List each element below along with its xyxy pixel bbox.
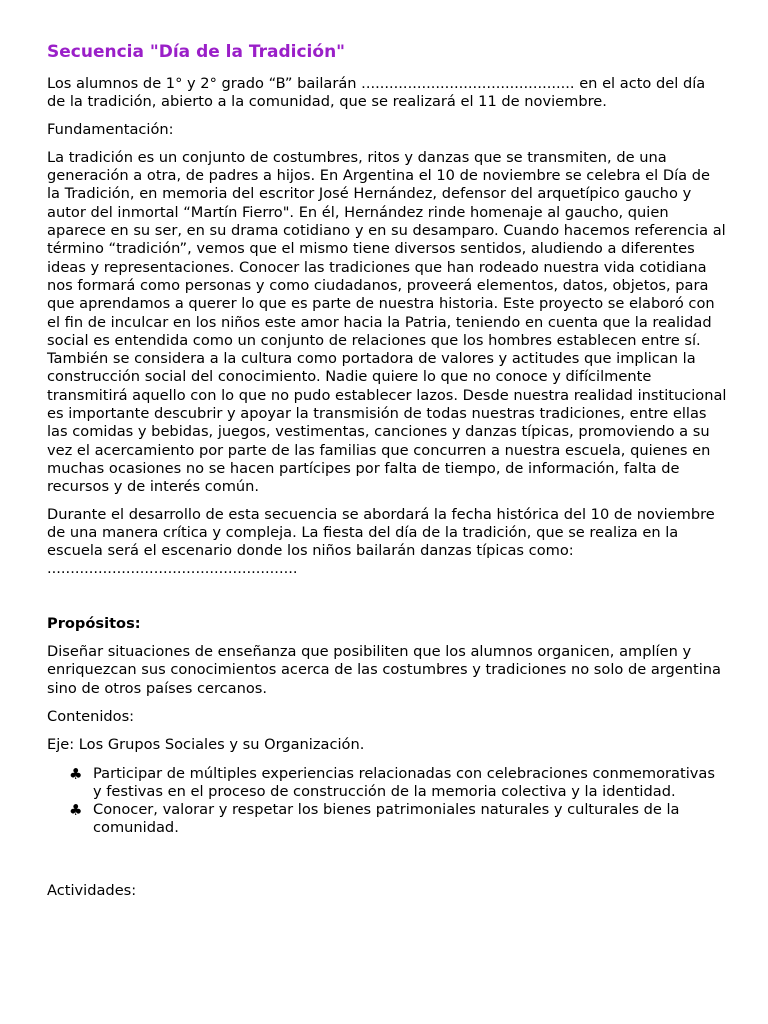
- club-bullet-icon: ♣: [69, 801, 83, 820]
- document-title: Secuencia "Día de la Tradición": [47, 42, 346, 62]
- fundamentacion-paragraph: La tradición es un conjunto de costumbres, ritos y danzas que se transmiten, de una generación a otra, de padres a hijos. En Argentina el 10 de noviembre se celebra el Día de la Tradición, en memoria del escritor José Hernández, defensor del arquetípico gaucho y autor del inmortal “Martín Fierro". En él, Hernández rinde homenaje al gaucho, quien aparece en su ser, en su drama cotidiano y en su desamparo. Cuando hacemos referencia al término “tradición”, vemos que el mismo tiene diversos sentidos, aludiendo a diferentes ideas y representaciones. Conocer las tradiciones que han rodeado nuestra vida cotidiana nos formará como personas y como ciudadanos, proveerá elementos, datos, objetos, para que aprendamos a querer lo que es parte de nuestra historia. Este proyecto se elaboró con el fin de inculcar en los niños este amor hacia la Patria, teniendo en cuenta que la realidad social es entendida como un conjunto de relaciones que los hombres establecen entre sí. También se considera a la cultura como portadora de valores y actitudes que implican la construcción social del conocimiento. Nadie quiere lo que no conoce y difícilmente transmitirá aquello con lo que no pudo establecer lazos. Desde nuestra realidad institucional es importante descubrir y apoyar la transmisión de todas nuestras tradiciones, entre ellas las comidas y bebidas, juegos, vestimentas, canciones y danzas típicas, promoviendo a su vez el acercamiento por parte de las familias que concurren a nuestra escuela, quienes en muchas ocasiones no se hacen partícipes por falta de tiempo, de información, falta de recursos y de interés común.: [47, 148, 727, 496]
- contenidos-heading: Contenidos:: [47, 707, 135, 725]
- club-bullet-icon: ♣: [69, 764, 83, 783]
- list-item-text: Participar de múltiples experiencias relacionadas con celebraciones conmemorativas y festivas en el proceso de construcción de la memoria colectiva y la identidad.: [93, 764, 715, 800]
- document-page: [47, 40, 727, 910]
- eje-line: Eje: Los Grupos Sociales y su Organización.: [47, 736, 365, 754]
- propositos-paragraph: Diseñar situaciones de enseñanza que posibiliten que los alumnos organicen, amplíen y enriquezcan sus conocimientos acerca de las costumbres y tradiciones no solo de argentina sino de otros países cercanos.: [47, 643, 721, 697]
- list-item-text: Conocer, valorar y respetar los bienes patrimoniales naturales y culturales de la comunidad.: [93, 801, 680, 837]
- actividades-heading: Actividades:: [47, 881, 137, 899]
- intro-paragraph: Los alumnos de 1° y 2° grado “B” bailarán .............................................. en el acto del día de la tradición, abierto a la comunidad, que se realizará el 11 de noviembre.: [47, 75, 706, 111]
- list-item: [47, 765, 727, 802]
- list-item: [47, 801, 727, 838]
- fundamentacion-heading: Fundamentación:: [47, 120, 174, 138]
- contenidos-list: [47, 765, 727, 838]
- propositos-heading: Propósitos:: [47, 614, 141, 632]
- desarrollo-paragraph: Durante el desarrollo de esta secuencia se abordará la fecha histórica del 10 de noviembre de una manera crítica y compleja. La fiesta del día de la tradición, que se realiza en la escuela será el escenario donde los niños bailarán danzas típicas como: ......................................................: [47, 505, 715, 578]
